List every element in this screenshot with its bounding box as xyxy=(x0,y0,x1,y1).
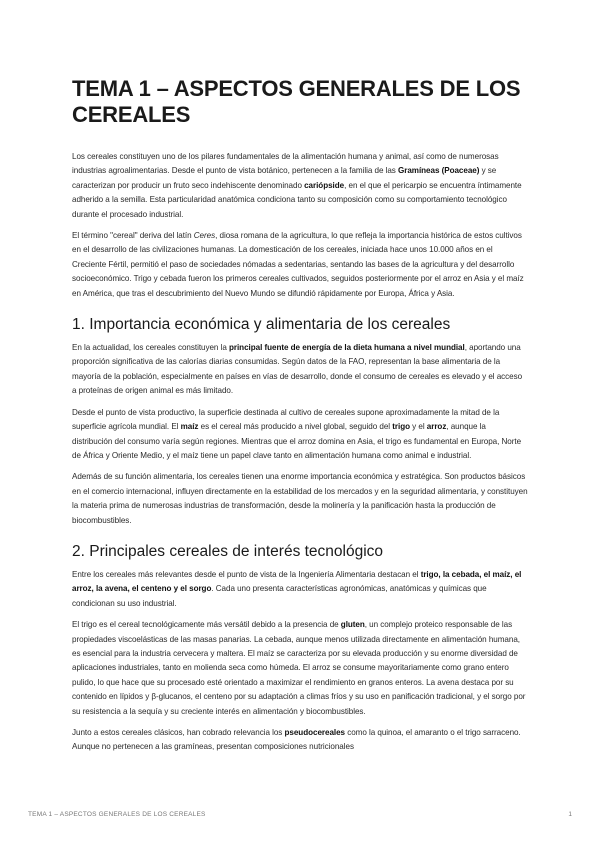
section-2-paragraph-3: Junto a estos cereales clásicos, han cobrado relevancia los pseudocereales como la quinoa, el amaranto o el trigo sarraceno. Aunque no pertenecen a las gramíneas, presentan composiciones nutricionales xyxy=(72,728,521,752)
section-2-heading: 2. Principales cereales de interés tecnológico xyxy=(72,542,384,560)
bold-term: cariópside xyxy=(304,180,345,190)
bold-term: Gramíneas (Poaceae) xyxy=(398,166,480,176)
section-1-paragraph-2: Desde el punto de vista productivo, la superficie destinada al cultivo de cereales supone aproximadamente la mitad de la superficie agrícola mundial. El maíz es el cereal más producido a nivel global, seguido del trigo y el arroz, aunque la distribución del consumo varía según regiones. Mientras que el arroz domina en Asia, el trigo es fundamental en Europa, Norte de África y Oriente Medio, y el maíz tiene un papel clave tanto en alimentación humana como animal e industrial. xyxy=(72,407,522,460)
italic-term: Ceres xyxy=(193,231,216,241)
bold-term: arroz xyxy=(426,422,447,432)
intro-paragraph-2: El término "cereal" deriva del latín Ceres, diosa romana de la agricultura, lo que refleja la importancia histórica de estos cultivos en el desarrollo de las civilizaciones humanas. La domesticación de los cereales, iniciada hace unos 10.000 años en el Creciente Fértil, permitió el paso de sociedades nómadas a sedentarias, sentando las bases de la agricultura y del desarrollo socioeconómico. Trigo y cebada fueron los primeros cereales cultivados, seguidos posteriormente por el arroz en Asia y el maíz en América, que tras el descubrimiento del Nuevo Mundo se difundió rápidamente por Europa, África y Asia. xyxy=(72,231,524,298)
section-1-paragraph-3: Además de su función alimentaria, los cereales tienen una enorme importancia económica y estratégica. Son productos básicos en el comercio internacional, influyen directamente en la estabilidad de los mercados y en la seguridad alimentaria, y constituyen la materia prima de numerosas industrias de transformación, desde la molinería y la panificación hasta la producción de biocombustibles. xyxy=(72,472,528,525)
bold-term: trigo xyxy=(392,422,410,432)
page-number: 1 xyxy=(568,811,572,818)
page-footer xyxy=(28,809,572,821)
section-1-heading: 1. Importancia económica y alimentaria de los cereales xyxy=(72,316,451,334)
bold-term: principal fuente de energía de la dieta humana a nivel mundial xyxy=(228,343,465,353)
section-2-paragraph-1: Entre los cereales más relevantes desde el punto de vista de la Ingeniería Alimentaria destacan el trigo, la cebada, el maíz, el arroz, la avena, el centeno y el sorgo. Cada uno presenta características agronómicas, anatómicas y químicas que condicionan su uso industrial. xyxy=(72,569,522,608)
intro-paragraph-1: Los cereales constituyen uno de los pilares fundamentales de la alimentación humana y animal, así como de numerosas industrias agroalimentarias. Desde el punto de vista botánico, pertenecen a la familia de las Gramíneas (Poaceae) y se caracterizan por producir un fruto seco indehiscente denominado cariópside, en el que el pericarpio se encuentra íntimamente adherido a la semilla. Esta particularidad anatómica condiciona tanto su composición como su comportamiento tecnológico durante el procesado industrial. xyxy=(72,152,522,219)
section-2-paragraph-2: El trigo es el cereal tecnológicamente más versátil debido a la presencia de gluten, un complejo proteico responsable de las propiedades viscoelásticas de las masas panarias. La cebada, aunque menos utilizada directamente en alimentación humana, es esencial para la industria cervecera y maltera. El maíz se caracteriza por su elevada producción y su enorme diversidad de aplicaciones industriales, tanto en molienda seca como húmeda. El arroz se consume mayoritariamente como grano entero pulido, lo que hace que su procesado esté orientado a maximizar el rendimiento en granos enteros. La avena destaca por su contenido en lípidos y β-glucanos, el centeno por su adaptación a climas fríos y su uso en panificación tradicional, y el sorgo por su resistencia a la sequía y su creciente interés en alimentación y biocombustibles. xyxy=(72,620,526,716)
bold-term: gluten xyxy=(340,620,365,630)
page-content xyxy=(72,76,528,762)
bold-term: maíz xyxy=(180,422,199,432)
section-1-paragraph-1: En la actualidad, los cereales constituyen la principal fuente de energía de la dieta humana a nivel mundial, aportando una proporción significativa de las calorías diarias consumidas. Según datos de la FAO, representan la base alimentaria de la mayoría de la población, especialmente en países en vías de desarrollo, donde el consumo de cereales es elevado y el acceso a proteínas de origen animal es más limitado. xyxy=(72,343,523,396)
footer-title: TEMA 1 – ASPECTOS GENERALES DE LOS CEREALES xyxy=(28,811,206,818)
bold-term: pseudocereales xyxy=(284,728,346,737)
bold-term: trigo, la cebada, el maíz, el arroz, la avena, el centeno y el sorgo xyxy=(72,569,522,594)
document-title: TEMA 1 – ASPECTOS GENERALES DE LOS CEREALES xyxy=(72,76,521,127)
